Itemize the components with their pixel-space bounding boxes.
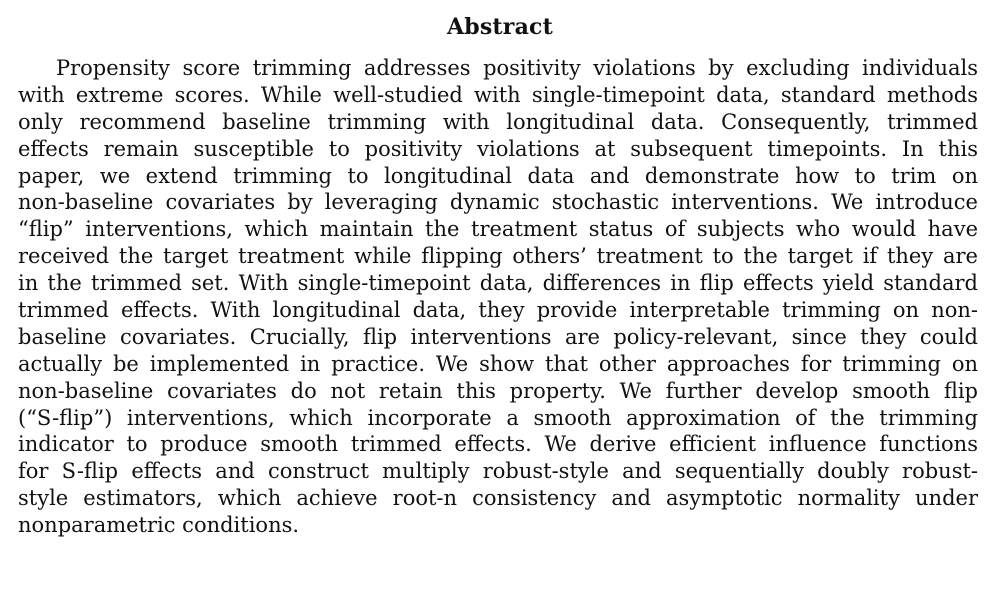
abstract-line: for S-flip effects and construct multiply robust-style and sequentially doubly robust- [18,459,978,484]
abstract-line: received the target treatment while flipping others’ treatment to the target if they are [18,244,978,269]
abstract-heading: Abstract [446,14,553,40]
abstract-line: with extreme scores. While well-studied with single-timepoint data, standard methods [18,82,978,107]
abstract-line: effects remain susceptible to positivity violations at subsequent timepoints. In this [18,136,978,161]
abstract-line: non-baseline covariates do not retain this property. We further develop smooth flip [18,378,978,403]
abstract-line: trimmed effects. With longitudinal data, they provide interpretable trimming on non- [18,298,978,323]
abstract-line: “flip” interventions, which maintain the treatment status of subjects who would have [18,217,978,242]
abstract-line: nonparametric conditions. [18,513,300,538]
abstract-line: in the trimmed set. With single-timepoint data, differences in flip effects yield standard [18,271,978,296]
abstract-line: baseline covariates. Crucially, flip interventions are policy-relevant, since they could [18,324,978,349]
abstract-line: Propensity score trimming addresses positivity violations by excluding individuals [56,56,978,80]
abstract-line: non-baseline covariates by leveraging dynamic stochastic interventions. We introduce [18,190,978,215]
abstract-line: paper, we extend trimming to longitudinal data and demonstrate how to trim on [18,163,978,188]
abstract-body [18,55,978,539]
abstract-line: style estimators, which achieve root-n consistency and asymptotic normality under [18,486,978,511]
abstract-line: only recommend baseline trimming with longitudinal data. Consequently, trimmed [18,109,978,134]
abstract-line: indicator to produce smooth trimmed effects. We derive efficient influence functions [18,432,978,457]
abstract-line: actually be implemented in practice. We show that other approaches for trimming on [18,351,978,376]
abstract-line: (“S-flip”) interventions, which incorporate a smooth approximation of the trimming [18,405,978,430]
